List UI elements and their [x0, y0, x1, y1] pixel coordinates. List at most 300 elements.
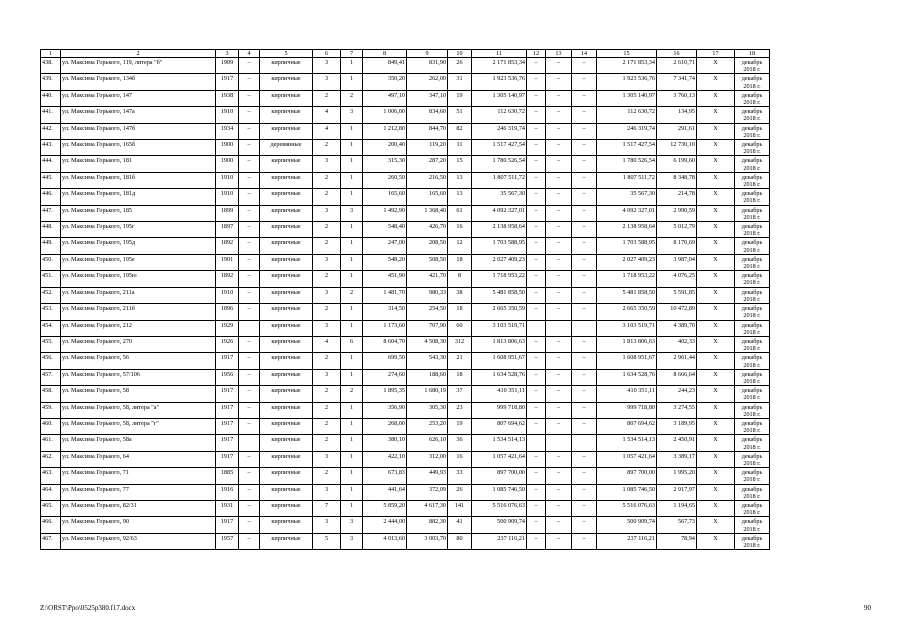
table-cell: – [546, 533, 572, 549]
table-cell: декабрь 2018 г. [735, 320, 770, 336]
table-cell: 2 990,59 [657, 205, 697, 221]
table-row [41, 156, 770, 172]
table-cell: 441. [41, 107, 61, 123]
table-row [41, 435, 770, 451]
table-cell: 18 [448, 254, 472, 270]
table-cell: 3 [313, 58, 341, 74]
table-cell: – [546, 468, 572, 484]
table-row [41, 533, 770, 549]
table-cell: – [239, 386, 260, 402]
table-cell: декабрь 2018 г. [735, 369, 770, 385]
table-cell: – [572, 304, 597, 320]
table-cell: – [527, 517, 546, 533]
table-row [41, 402, 770, 418]
table-cell: 3 [341, 533, 363, 549]
table-cell: 2 [313, 304, 341, 320]
table-cell: 2 171 853,34 [472, 58, 527, 74]
table-cell: X [697, 320, 735, 336]
table-cell: 1 481,70 [363, 287, 407, 303]
table-cell: 12 730,10 [657, 140, 697, 156]
table-cell: 2 [313, 189, 341, 205]
table-cell: – [546, 353, 572, 369]
table-cell: 2 [313, 140, 341, 156]
table-cell: – [572, 156, 597, 172]
table-cell: 500 909,74 [597, 517, 657, 533]
table-cell: 2 027 409,23 [597, 254, 657, 270]
table-cell: 1 [341, 484, 363, 500]
table-cell: 291,61 [657, 123, 697, 139]
table-cell: 438. [41, 58, 61, 74]
table-cell: 1 [341, 238, 363, 254]
table-cell: 1 [341, 172, 363, 188]
table-cell: X [697, 156, 735, 172]
table-cell: – [239, 254, 260, 270]
table-cell: X [697, 172, 735, 188]
table-cell: 2 665 350,59 [597, 304, 657, 320]
table-cell: – [572, 140, 597, 156]
table-cell: 1 923 536,76 [597, 74, 657, 90]
footer-page-number: 90 [864, 604, 871, 612]
table-cell: кирпичные [260, 222, 313, 238]
table-cell: – [572, 189, 597, 205]
table-cell: 18 [448, 369, 472, 385]
table-cell: 421,70 [407, 271, 448, 287]
table-cell: 2 [341, 386, 363, 402]
table-cell: X [697, 435, 735, 451]
table-cell: 422,10 [363, 451, 407, 467]
table-cell: 4 [313, 107, 341, 123]
table-cell: 449. [41, 238, 61, 254]
table-cell: 1 634 528,76 [472, 369, 527, 385]
table-cell: кирпичные [260, 418, 313, 434]
table-cell: 2 610,71 [657, 58, 697, 74]
table-cell: ул. Максима Горького, 58, литера "а" [61, 402, 216, 418]
table-cell: 1 807 511,72 [472, 172, 527, 188]
table-cell: 882,30 [407, 517, 448, 533]
table-cell: 3 [313, 451, 341, 467]
table-cell: 26 [448, 58, 472, 74]
table-cell: 508,50 [407, 254, 448, 270]
table-cell: 1 680,19 [407, 386, 448, 402]
table-cell: – [546, 254, 572, 270]
table-cell: – [546, 287, 572, 303]
table-cell: кирпичные [260, 90, 313, 106]
table-cell: кирпичные [260, 172, 313, 188]
table-cell: кирпичные [260, 156, 313, 172]
table-cell: 268,00 [363, 418, 407, 434]
table-cell: – [546, 451, 572, 467]
table-cell: 1 703 588,95 [472, 238, 527, 254]
table-cell: – [546, 156, 572, 172]
table-cell [572, 435, 597, 451]
table-cell: – [572, 254, 597, 270]
table-cell: 2 027 409,23 [472, 254, 527, 270]
table-cell: кирпичные [260, 287, 313, 303]
table-cell: – [572, 386, 597, 402]
table-row [41, 304, 770, 320]
table-cell: X [697, 500, 735, 516]
table-cell [527, 320, 546, 336]
table-cell: 460. [41, 418, 61, 434]
table-cell: декабрь 2018 г. [735, 222, 770, 238]
table-cell: 1 534 514,13 [597, 435, 657, 451]
table-cell [239, 320, 260, 336]
table-cell: кирпичные [260, 517, 313, 533]
table-cell: 2 171 853,34 [597, 58, 657, 74]
table-cell: 1917 [216, 517, 239, 533]
table-cell: декабрь 2018 г. [735, 353, 770, 369]
table-cell: декабрь 2018 г. [735, 435, 770, 451]
table-cell: 2 961,44 [657, 353, 697, 369]
table-cell: 3 [313, 156, 341, 172]
table-cell: – [239, 468, 260, 484]
column-number-cell: 4 [239, 50, 260, 58]
table-cell: ул. Максима Горького, 195г [61, 222, 216, 238]
table-cell: 35 567,30 [597, 189, 657, 205]
table-cell: ул. Максима Горького, 181б [61, 172, 216, 188]
table-cell: 807 694,62 [472, 418, 527, 434]
table-cell: ул. Максима Горького, 270 [61, 336, 216, 352]
table-cell: – [572, 222, 597, 238]
table-cell: декабрь 2018 г. [735, 140, 770, 156]
table-cell: 200,40 [363, 140, 407, 156]
column-number-cell: 10 [448, 50, 472, 58]
table-cell: 1 173,60 [363, 320, 407, 336]
table-cell: 1 [341, 222, 363, 238]
table-row [41, 451, 770, 467]
table-cell: X [697, 468, 735, 484]
table-cell: 165,60 [407, 189, 448, 205]
table-cell: – [546, 205, 572, 221]
table-cell: кирпичные [260, 500, 313, 516]
table-cell: 467. [41, 533, 61, 549]
table-cell: 3 [313, 287, 341, 303]
table-cell: ул. Максима Горького, 147а [61, 107, 216, 123]
table-cell: ул. Максима Горького, 211б [61, 304, 216, 320]
table-cell: 262,00 [407, 74, 448, 90]
table-cell: – [546, 304, 572, 320]
table-cell: 452. [41, 287, 61, 303]
table-cell: 1 608 951,67 [472, 353, 527, 369]
table-cell: 4 [313, 123, 341, 139]
table-cell: 19 [448, 90, 472, 106]
table-cell: – [239, 205, 260, 221]
table-cell: 1 [341, 140, 363, 156]
table-cell: 1 057 421,64 [472, 451, 527, 467]
table-cell: 112 630,72 [597, 107, 657, 123]
table-cell: 1 [341, 369, 363, 385]
table-cell: 456. [41, 353, 61, 369]
column-number-cell: 16 [657, 50, 697, 58]
table-cell: X [697, 271, 735, 287]
table-cell: 1910 [216, 287, 239, 303]
table-cell: X [697, 254, 735, 270]
table-cell: – [527, 172, 546, 188]
table-cell: – [527, 369, 546, 385]
table-row [41, 222, 770, 238]
table-cell: 999 718,80 [472, 402, 527, 418]
table-cell: ул. Максима Горького, 82/31 [61, 500, 216, 516]
table-cell: 1931 [216, 500, 239, 516]
table-cell: – [239, 140, 260, 156]
table-cell: 1900 [216, 156, 239, 172]
table-cell: 4 076,25 [657, 271, 697, 287]
table-cell: 8 666,64 [657, 369, 697, 385]
table-cell: 1910 [216, 107, 239, 123]
table-cell: 444. [41, 156, 61, 172]
table-cell: 274,60 [363, 369, 407, 385]
table-cell: – [527, 271, 546, 287]
table-cell: кирпичные [260, 402, 313, 418]
table-cell: 2 450,91 [657, 435, 697, 451]
table-cell: – [527, 74, 546, 90]
table-cell: 455. [41, 336, 61, 352]
table-cell: X [697, 418, 735, 434]
table-cell: 1 [341, 304, 363, 320]
table-cell: X [697, 353, 735, 369]
table-cell: – [527, 336, 546, 352]
table-cell: кирпичные [260, 336, 313, 352]
table-cell [527, 435, 546, 451]
table-cell: 807 694,62 [597, 418, 657, 434]
table-cell: 1934 [216, 123, 239, 139]
table-cell: ул. Максима Горького, 58а [61, 435, 216, 451]
table-cell: декабрь 2018 г. [735, 386, 770, 402]
table-row [41, 74, 770, 90]
table-cell: – [527, 468, 546, 484]
table-cell: – [239, 74, 260, 90]
table-cell: – [572, 353, 597, 369]
table-cell: 1 305 140,97 [472, 90, 527, 106]
table-cell: ул. Максима Горького, 58 [61, 386, 216, 402]
table-cell: 1 [341, 402, 363, 418]
table-cell: 1885 [216, 468, 239, 484]
table-cell: – [546, 123, 572, 139]
table-cell: – [527, 418, 546, 434]
table-cell: 4 092 327,01 [597, 205, 657, 221]
table-cell: 15 [448, 156, 472, 172]
table-cell: ул. Максима Горького, 77 [61, 484, 216, 500]
table-cell: 1957 [216, 533, 239, 549]
housing-register-table [40, 49, 770, 550]
table-cell: – [239, 517, 260, 533]
table-cell: 4 092 327,01 [472, 205, 527, 221]
table-cell: 1 923 536,76 [472, 74, 527, 90]
table-cell: X [697, 205, 735, 221]
table-cell: – [546, 58, 572, 74]
table-cell: – [546, 500, 572, 516]
column-number-cell: 8 [363, 50, 407, 58]
table-cell: 312 [448, 336, 472, 352]
table-cell: 7 341,74 [657, 74, 697, 90]
table-cell: 287,20 [407, 156, 448, 172]
table-cell: 119,20 [407, 140, 448, 156]
table-cell: кирпичные [260, 484, 313, 500]
table-cell: 449,93 [407, 468, 448, 484]
table-cell: 7 [313, 500, 341, 516]
table-cell: 6 [341, 336, 363, 352]
table-cell: – [572, 271, 597, 287]
table-cell: 1917 [216, 418, 239, 434]
table-cell: 347,10 [407, 90, 448, 106]
table-cell: 1 492,90 [363, 205, 407, 221]
table-cell: – [572, 238, 597, 254]
table-cell: 78,94 [657, 533, 697, 549]
table-cell: – [239, 238, 260, 254]
table-cell: кирпичные [260, 238, 313, 254]
table-cell: 5 591,85 [657, 287, 697, 303]
table-cell: 1 608 951,67 [597, 353, 657, 369]
table-cell: 548,40 [363, 222, 407, 238]
table-cell: 2 [313, 402, 341, 418]
table-cell: декабрь 2018 г. [735, 189, 770, 205]
table-cell: 453. [41, 304, 61, 320]
table-cell: 3 [341, 205, 363, 221]
table-cell: ул. Максима Горького, 185 [61, 205, 216, 221]
table-cell: – [546, 418, 572, 434]
table-cell: 699,50 [363, 353, 407, 369]
table-cell: – [239, 402, 260, 418]
table-cell: – [239, 304, 260, 320]
table-cell: 1929 [216, 320, 239, 336]
table-cell: 1 085 746,50 [472, 484, 527, 500]
table-cell: кирпичные [260, 107, 313, 123]
table-cell: X [697, 451, 735, 467]
table-cell: кирпичные [260, 369, 313, 385]
table-cell: 4 508,30 [407, 336, 448, 352]
table-cell: 459. [41, 402, 61, 418]
table-cell: 3 274,55 [657, 402, 697, 418]
table-cell: X [697, 402, 735, 418]
table-cell: – [572, 402, 597, 418]
table-cell: 305,30 [407, 402, 448, 418]
table-cell: 4 617,30 [407, 500, 448, 516]
table-cell: 314,50 [363, 304, 407, 320]
table-cell: 2 665 350,59 [472, 304, 527, 320]
table-cell: 2 444,00 [363, 517, 407, 533]
table-cell: 465. [41, 500, 61, 516]
table-cell: – [239, 287, 260, 303]
table-cell: 1916 [216, 484, 239, 500]
table-cell: декабрь 2018 г. [735, 287, 770, 303]
table-cell: 19 [448, 418, 472, 434]
table-cell: 402,33 [657, 336, 697, 352]
table-cell: 442. [41, 123, 61, 139]
table-cell: 244,23 [657, 386, 697, 402]
column-number-cell: 2 [61, 50, 216, 58]
table-cell: 1917 [216, 386, 239, 402]
table-cell: 1917 [216, 74, 239, 90]
table-cell: 3 [313, 205, 341, 221]
table-cell: 5 859,20 [363, 500, 407, 516]
table-cell: 208,50 [407, 238, 448, 254]
table-cell: 3 103 519,71 [472, 320, 527, 336]
table-cell: 2 [341, 287, 363, 303]
table-cell: 1897 [216, 222, 239, 238]
table-cell: – [527, 484, 546, 500]
table-cell: 3 389,17 [657, 451, 697, 467]
table-cell: 2 [313, 271, 341, 287]
table-cell: – [527, 402, 546, 418]
table-cell: X [697, 386, 735, 402]
table-cell: 1 [341, 156, 363, 172]
table-cell: 1 [341, 468, 363, 484]
table-cell: ул. Максима Горького, 134б [61, 74, 216, 90]
table-cell: – [546, 271, 572, 287]
table-cell: ул. Максима Горького, 57/106 [61, 369, 216, 385]
table-row [41, 386, 770, 402]
table-cell: декабрь 2018 г. [735, 418, 770, 434]
table-cell: 1 194,65 [657, 500, 697, 516]
table-cell: 214,78 [657, 189, 697, 205]
table-cell: 13 [448, 189, 472, 205]
table-cell: декабрь 2018 г. [735, 304, 770, 320]
table-cell: – [239, 123, 260, 139]
table-cell: – [546, 90, 572, 106]
table-cell: – [527, 238, 546, 254]
table-cell: 844,70 [407, 123, 448, 139]
table-cell: – [527, 205, 546, 221]
table-cell: 134,95 [657, 107, 697, 123]
column-number-cell: 7 [341, 50, 363, 58]
table-cell: 8 604,70 [363, 336, 407, 352]
column-number-cell: 5 [260, 50, 313, 58]
table-cell: 451,90 [363, 271, 407, 287]
table-cell: 1 [341, 418, 363, 434]
table-cell: – [527, 156, 546, 172]
table-cell: кирпичные [260, 320, 313, 336]
table-cell: 216,50 [407, 172, 448, 188]
table-cell: 3 760,13 [657, 90, 697, 106]
table-cell: 2 [313, 418, 341, 434]
table-cell: – [239, 271, 260, 287]
column-number-cell: 15 [597, 50, 657, 58]
table-cell: – [527, 189, 546, 205]
table-cell: деревянные [260, 140, 313, 156]
table-cell: – [527, 58, 546, 74]
table-cell: 247,00 [363, 238, 407, 254]
table-cell: 548,20 [363, 254, 407, 270]
table-row [41, 287, 770, 303]
table-cell: декабрь 2018 г. [735, 74, 770, 90]
table-cell: 8 348,78 [657, 172, 697, 188]
table-cell: – [572, 418, 597, 434]
table-cell: 5 516 076,63 [472, 500, 527, 516]
table-cell: – [546, 140, 572, 156]
table-cell [239, 435, 260, 451]
table-cell: X [697, 189, 735, 205]
table-cell: 5 [313, 533, 341, 549]
table-cell: 1917 [216, 451, 239, 467]
table-cell: 246 319,74 [597, 123, 657, 139]
table-cell: – [527, 222, 546, 238]
table-cell: кирпичные [260, 254, 313, 270]
table-cell: – [527, 533, 546, 549]
table-cell: – [527, 353, 546, 369]
table-cell: 3 189,95 [657, 418, 697, 434]
table-cell: декабрь 2018 г. [735, 451, 770, 467]
table-cell: – [239, 484, 260, 500]
table-cell: ул. Максима Горького, 195ю [61, 271, 216, 287]
table-cell: 1 057 421,64 [597, 451, 657, 467]
table-cell: 999 718,80 [597, 402, 657, 418]
table-cell: – [572, 336, 597, 352]
table-cell: 3 [313, 369, 341, 385]
table-cell: 1892 [216, 271, 239, 287]
table-row [41, 123, 770, 139]
table-cell: 461. [41, 435, 61, 451]
table-cell: 3 103 519,71 [597, 320, 657, 336]
